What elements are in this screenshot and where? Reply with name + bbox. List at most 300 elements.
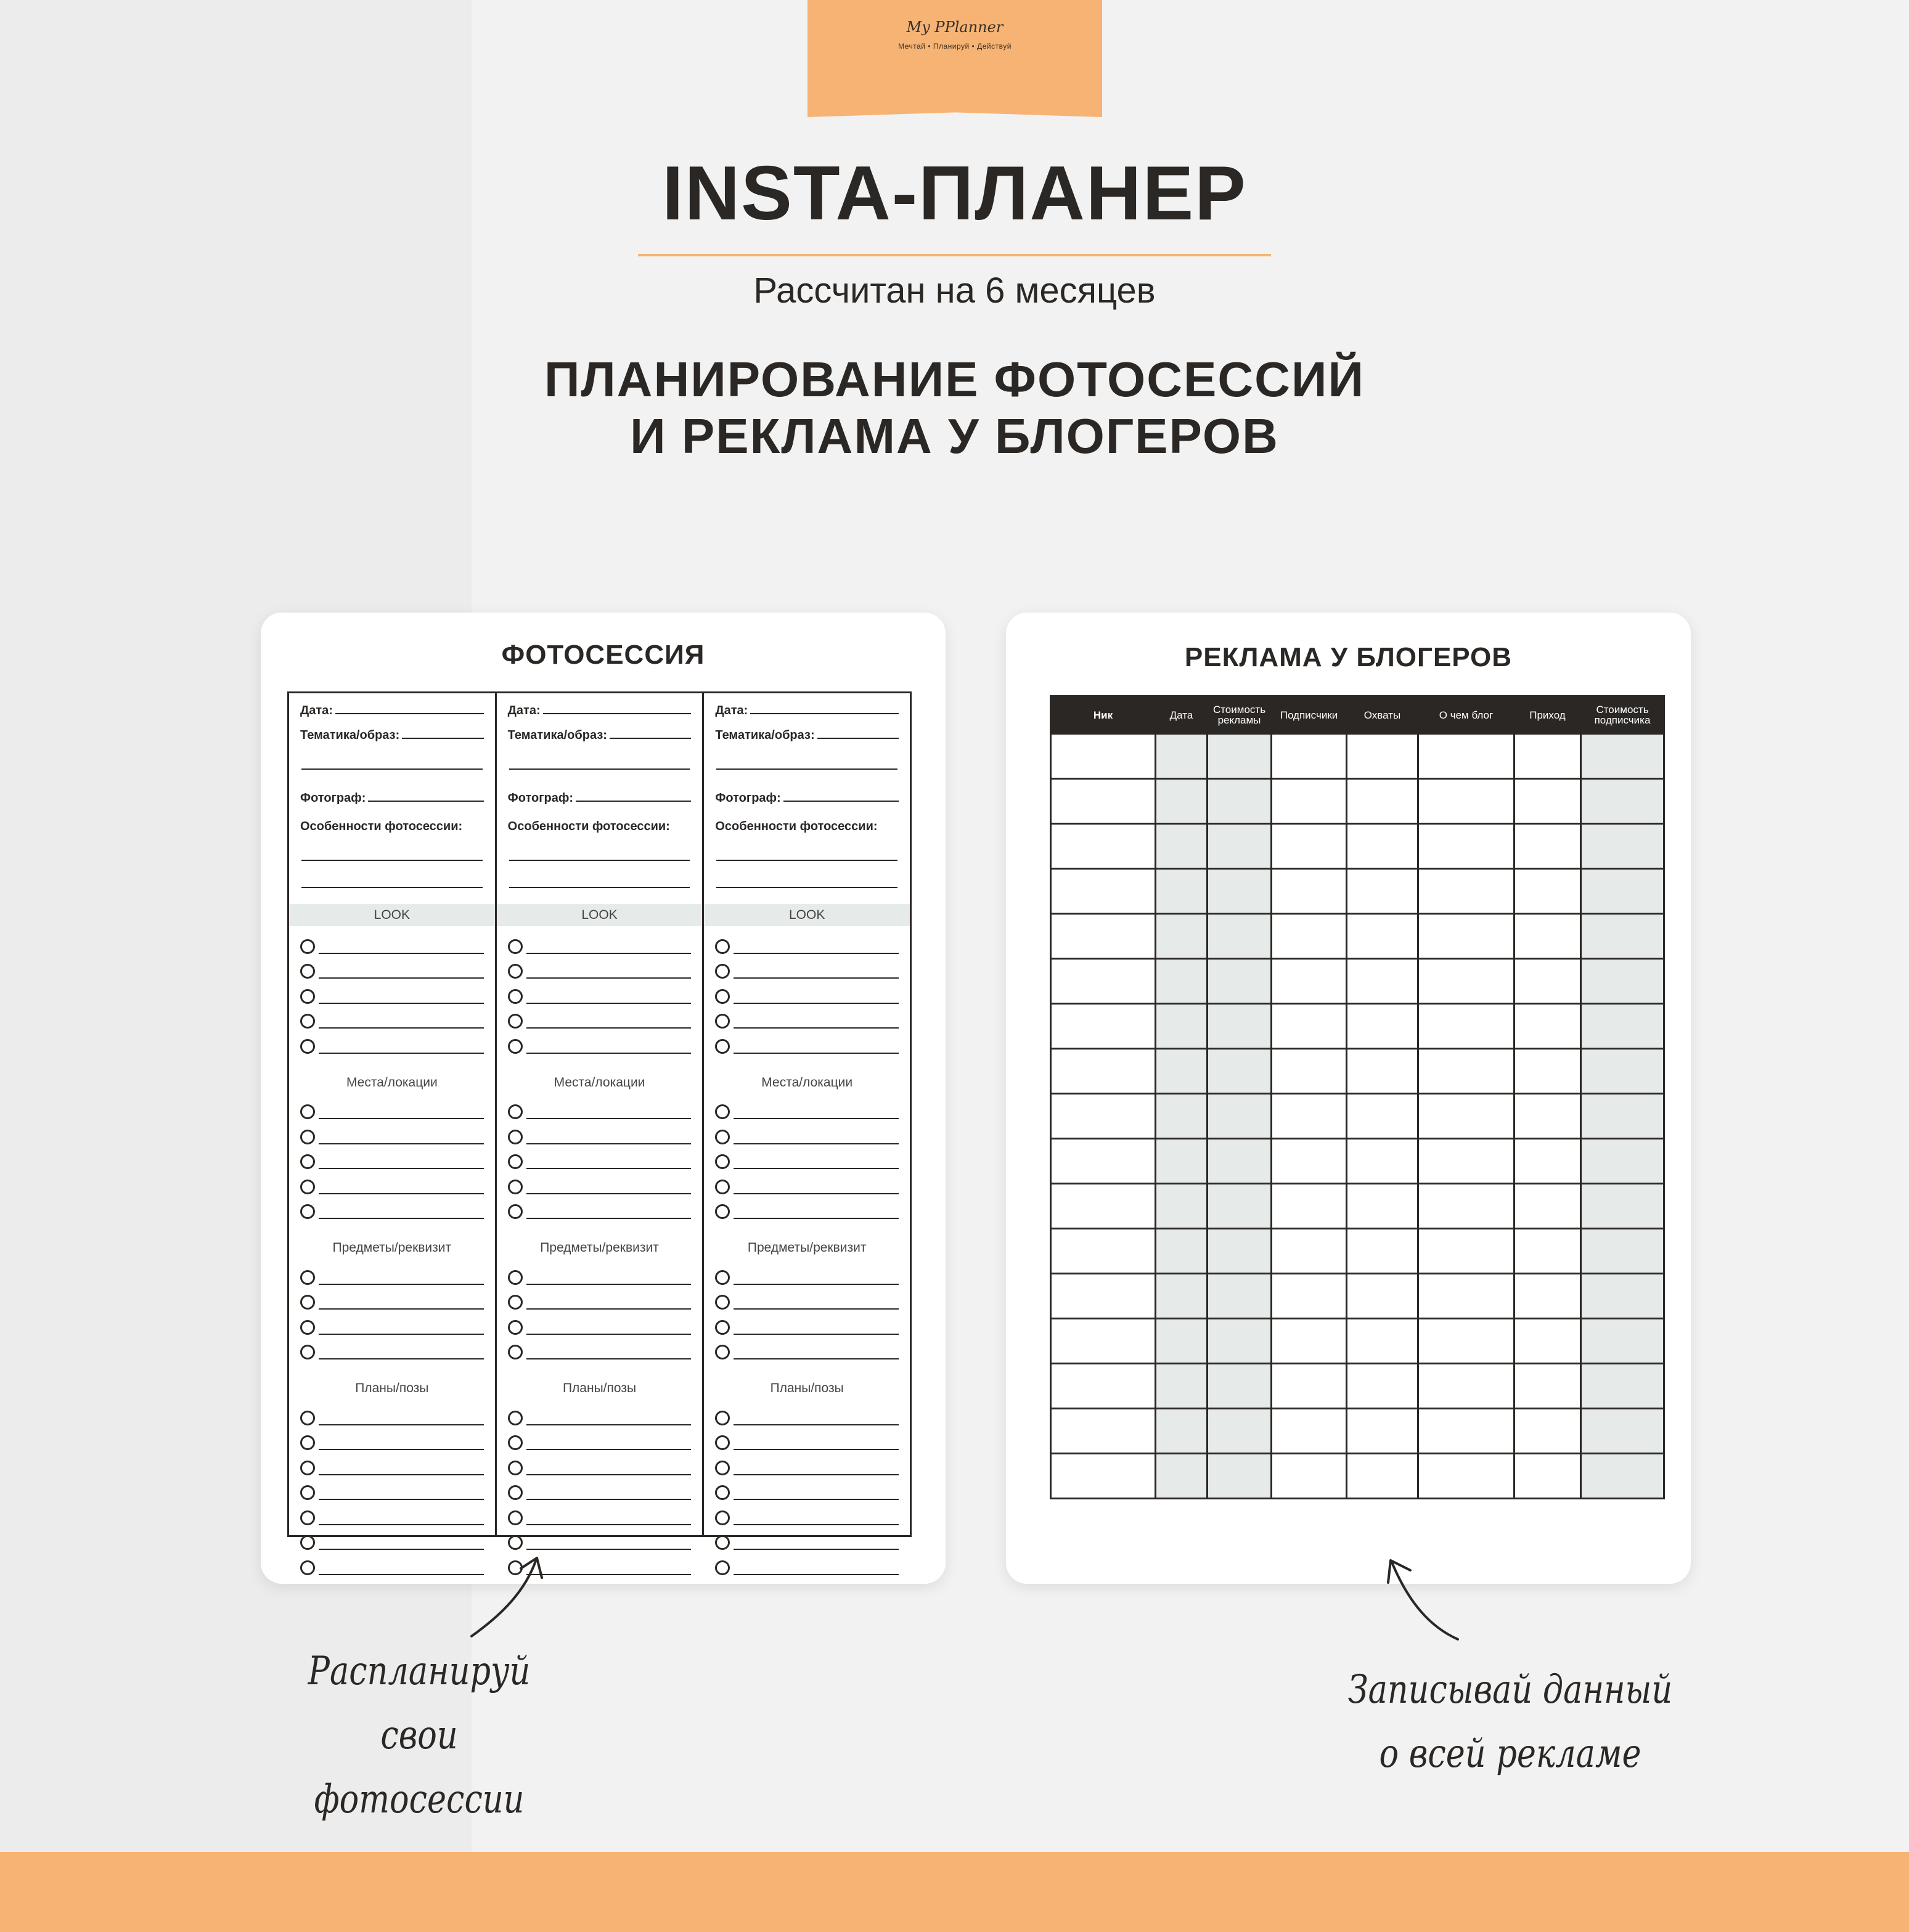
checkbox-circle-icon[interactable] — [300, 1560, 315, 1575]
write-line[interactable] — [368, 801, 483, 802]
ads-table-cell[interactable] — [1418, 1139, 1515, 1184]
ads-table-cell[interactable] — [1418, 1094, 1515, 1139]
ads-table-cell[interactable] — [1347, 1004, 1418, 1049]
ads-table-cell[interactable] — [1051, 914, 1156, 959]
ads-column-header: Охваты — [1347, 696, 1418, 734]
field-theme — [508, 718, 692, 743]
checkbox-circle-icon[interactable] — [300, 1039, 315, 1054]
write-line[interactable] — [526, 1143, 692, 1144]
ads-table-cell[interactable] — [1347, 734, 1418, 779]
write-line[interactable] — [817, 738, 899, 739]
ads-table-cell[interactable] — [1051, 824, 1156, 869]
ads-table-cell[interactable] — [1208, 1274, 1272, 1319]
write-line[interactable] — [319, 1193, 484, 1194]
checklist-item-look — [508, 1005, 692, 1030]
checkbox-circle-icon[interactable] — [715, 1510, 730, 1525]
checkbox-circle-icon[interactable] — [508, 964, 523, 979]
ads-table-cell[interactable] — [1347, 779, 1418, 824]
ads-table-cell[interactable] — [1156, 779, 1208, 824]
field-label-features: Особенности фотосессии: — [507, 820, 670, 833]
ads-table-cell[interactable] — [1581, 1229, 1664, 1274]
field-features — [300, 809, 484, 834]
write-line[interactable] — [319, 1143, 484, 1144]
ads-table-cell[interactable] — [1208, 1184, 1272, 1229]
ads-table-cell[interactable] — [1418, 959, 1515, 1004]
write-line[interactable] — [526, 1118, 692, 1119]
ads-table-cell[interactable] — [1347, 1319, 1418, 1364]
write-line[interactable] — [319, 1358, 484, 1359]
ads-table-cell[interactable] — [1156, 1139, 1208, 1184]
ads-table-cell[interactable] — [1051, 1454, 1156, 1499]
ads-table-cell[interactable] — [1418, 869, 1515, 914]
write-line[interactable] — [734, 1218, 899, 1219]
blank-line[interactable] — [716, 834, 897, 861]
checkbox-circle-icon[interactable] — [300, 1435, 315, 1450]
write-line[interactable] — [526, 1193, 692, 1194]
write-line[interactable] — [402, 738, 483, 739]
ads-table-cell[interactable] — [1515, 869, 1581, 914]
checklist-item-look — [715, 1030, 899, 1055]
ads-table-cell[interactable] — [1051, 1409, 1156, 1454]
checkbox-circle-icon[interactable] — [300, 1345, 315, 1359]
ads-table-cell[interactable] — [1272, 824, 1347, 869]
ads-table-cell[interactable] — [1156, 1454, 1208, 1499]
ads-table-cell[interactable] — [1515, 734, 1581, 779]
ads-table-cell[interactable] — [1418, 779, 1515, 824]
ads-table-cell[interactable] — [1272, 1454, 1347, 1499]
write-line[interactable] — [734, 1003, 899, 1004]
ads-table-cell[interactable] — [1418, 824, 1515, 869]
checkbox-circle-icon[interactable] — [300, 1204, 315, 1219]
checkbox-circle-icon[interactable] — [715, 989, 730, 1004]
checkbox-circle-icon[interactable] — [300, 1270, 315, 1285]
checkbox-circle-icon[interactable] — [300, 1411, 315, 1425]
write-line[interactable] — [526, 1334, 692, 1335]
checkbox-circle-icon[interactable] — [715, 1014, 730, 1029]
ads-table-cell[interactable] — [1156, 1364, 1208, 1409]
ads-table-cell[interactable] — [1515, 914, 1581, 959]
checkbox-circle-icon[interactable] — [508, 1014, 523, 1029]
blank-line[interactable] — [509, 834, 690, 861]
write-line[interactable] — [576, 801, 691, 802]
checkbox-circle-icon[interactable] — [508, 1180, 523, 1194]
checkbox-circle-icon[interactable] — [300, 1180, 315, 1194]
ads-table-cell[interactable] — [1581, 1139, 1664, 1184]
write-line[interactable] — [734, 1334, 899, 1335]
ads-table-cell[interactable] — [1051, 1319, 1156, 1364]
checkbox-circle-icon[interactable] — [508, 1411, 523, 1425]
checkbox-circle-icon[interactable] — [715, 1270, 730, 1285]
ads-table-cell[interactable] — [1581, 914, 1664, 959]
checkbox-circle-icon[interactable] — [300, 1154, 315, 1169]
ads-table-cell[interactable] — [1208, 914, 1272, 959]
ads-table-cell[interactable] — [1418, 1049, 1515, 1094]
ads-table-cell[interactable] — [1347, 1274, 1418, 1319]
ads-table-cell[interactable] — [1208, 1094, 1272, 1139]
write-line[interactable] — [783, 801, 899, 802]
ads-table-cell[interactable] — [1156, 1274, 1208, 1319]
write-line[interactable] — [319, 953, 484, 954]
ads-table-cell[interactable] — [1156, 1229, 1208, 1274]
note-right-line-2: о всей рекламе — [1379, 1731, 1641, 1777]
checkbox-circle-icon[interactable] — [508, 1204, 523, 1219]
write-line[interactable] — [734, 1524, 899, 1525]
checkbox-circle-icon[interactable] — [300, 1510, 315, 1525]
ads-table-cell[interactable] — [1156, 824, 1208, 869]
write-line[interactable] — [319, 1027, 484, 1029]
ads-table-cell[interactable] — [1581, 1454, 1664, 1499]
checkbox-circle-icon[interactable] — [715, 1345, 730, 1359]
ads-column-header: Приход — [1515, 696, 1581, 734]
checkbox-circle-icon[interactable] — [508, 1270, 523, 1285]
checkbox-circle-icon[interactable] — [508, 939, 523, 954]
ads-table-cell[interactable] — [1347, 1049, 1418, 1094]
checklist-item-look — [508, 980, 692, 1005]
write-line[interactable] — [319, 1284, 484, 1285]
ads-table-cell[interactable] — [1051, 1364, 1156, 1409]
ads-table-cell[interactable] — [1418, 1409, 1515, 1454]
field-theme — [715, 718, 899, 743]
write-line[interactable] — [526, 1308, 692, 1310]
ads-table-cell[interactable] — [1051, 779, 1156, 824]
blank-line[interactable] — [716, 861, 897, 888]
ads-table-cell[interactable] — [1156, 1004, 1208, 1049]
ads-table-cell[interactable] — [1418, 1454, 1515, 1499]
ads-table-cell[interactable] — [1581, 869, 1664, 914]
checkbox-circle-icon[interactable] — [508, 1345, 523, 1359]
checkbox-circle-icon[interactable] — [508, 1510, 523, 1525]
ads-table-cell[interactable] — [1347, 869, 1418, 914]
ads-table-cell[interactable] — [1272, 914, 1347, 959]
write-line[interactable] — [610, 738, 691, 739]
ads-table-cell[interactable] — [1156, 1319, 1208, 1364]
ads-table-cell[interactable] — [1515, 1454, 1581, 1499]
checkbox-circle-icon[interactable] — [508, 1104, 523, 1119]
checkbox-circle-icon[interactable] — [300, 1014, 315, 1029]
ads-table-cell[interactable] — [1581, 959, 1664, 1004]
ads-table-cell[interactable] — [1208, 734, 1272, 779]
write-line[interactable] — [319, 1308, 484, 1310]
write-line[interactable] — [734, 1308, 899, 1310]
ads-table-cell[interactable] — [1418, 1229, 1515, 1274]
checkbox-circle-icon[interactable] — [715, 1320, 730, 1335]
write-line[interactable] — [526, 1218, 692, 1219]
write-line[interactable] — [734, 1574, 899, 1575]
ads-table-cell[interactable] — [1156, 734, 1208, 779]
checkbox-circle-icon[interactable] — [715, 1039, 730, 1054]
ads-table-cell[interactable] — [1347, 1409, 1418, 1454]
ads-table-cell[interactable] — [1272, 1229, 1347, 1274]
ads-table-cell[interactable] — [1208, 1049, 1272, 1094]
ads-table-cell[interactable] — [1051, 1094, 1156, 1139]
checklist-item-places — [300, 1120, 484, 1146]
ads-table-cell[interactable] — [1208, 869, 1272, 914]
ads-table-cell[interactable] — [1208, 1004, 1272, 1049]
checkbox-circle-icon[interactable] — [508, 1461, 523, 1475]
ads-table-cell[interactable] — [1347, 1364, 1418, 1409]
write-line[interactable] — [526, 1499, 692, 1500]
ads-table-cell[interactable] — [1208, 1229, 1272, 1274]
ads-table-cell[interactable] — [1418, 914, 1515, 959]
ads-table-cell[interactable] — [1515, 1364, 1581, 1409]
ads-table-cell[interactable] — [1418, 1184, 1515, 1229]
write-line[interactable] — [526, 1003, 692, 1004]
ads-table-cell[interactable] — [1051, 1049, 1156, 1094]
checklist-item-look — [508, 930, 692, 955]
checkbox-circle-icon[interactable] — [715, 1204, 730, 1219]
bottom-accent-bar — [0, 1852, 1909, 1932]
write-line[interactable] — [734, 1193, 899, 1194]
write-line[interactable] — [526, 953, 692, 954]
photoshoot-column — [497, 693, 705, 1535]
ads-table-cell[interactable] — [1051, 1184, 1156, 1229]
ads-table-cell[interactable] — [1347, 824, 1418, 869]
write-line[interactable] — [526, 1053, 692, 1054]
write-line[interactable] — [734, 1449, 899, 1450]
checkbox-circle-icon[interactable] — [715, 1104, 730, 1119]
ads-table-cell[interactable] — [1272, 1049, 1347, 1094]
ads-table-cell[interactable] — [1051, 1139, 1156, 1184]
checklist-item-poses — [715, 1451, 899, 1477]
ads-table-cell[interactable] — [1208, 1454, 1272, 1499]
ads-table-cell[interactable] — [1272, 1184, 1347, 1229]
ads-table-cell[interactable] — [1272, 1409, 1347, 1454]
ads-table-cell[interactable] — [1156, 959, 1208, 1004]
ads-table-cell[interactable] — [1208, 1139, 1272, 1184]
ads-table-cell[interactable] — [1515, 1274, 1581, 1319]
ads-table-cell[interactable] — [1208, 779, 1272, 824]
write-line[interactable] — [526, 1524, 692, 1525]
write-line[interactable] — [319, 1118, 484, 1119]
ads-table-cell[interactable] — [1272, 959, 1347, 1004]
write-line[interactable] — [319, 1499, 484, 1500]
ads-table-cell[interactable] — [1347, 914, 1418, 959]
ads-table-cell[interactable] — [1156, 1049, 1208, 1094]
ads-table-cell[interactable] — [1347, 1139, 1418, 1184]
blank-line[interactable] — [509, 861, 690, 888]
write-line[interactable] — [526, 1358, 692, 1359]
blank-line[interactable] — [301, 743, 483, 770]
ads-table-cell[interactable] — [1156, 869, 1208, 914]
ads-table-cell[interactable] — [1272, 734, 1347, 779]
ads-table-cell[interactable] — [1156, 914, 1208, 959]
ads-table-cell[interactable] — [1581, 1004, 1664, 1049]
write-line[interactable] — [526, 1284, 692, 1285]
ads-table-cell[interactable] — [1515, 959, 1581, 1004]
checkbox-circle-icon[interactable] — [300, 1485, 315, 1500]
ads-table-cell[interactable] — [1515, 1409, 1581, 1454]
write-line[interactable] — [734, 1474, 899, 1475]
ads-table-cell[interactable] — [1051, 1229, 1156, 1274]
write-line[interactable] — [319, 1334, 484, 1335]
ads-table-cell[interactable] — [1581, 1094, 1664, 1139]
checkbox-circle-icon[interactable] — [715, 1411, 730, 1425]
ads-table-cell[interactable] — [1156, 1094, 1208, 1139]
ads-table-cell[interactable] — [1208, 1319, 1272, 1364]
ads-table-cell[interactable] — [1581, 1274, 1664, 1319]
write-line[interactable] — [319, 1218, 484, 1219]
checklist-item-places — [508, 1096, 692, 1121]
write-line[interactable] — [335, 713, 484, 714]
checkbox-circle-icon[interactable] — [715, 1560, 730, 1575]
ads-table-cell[interactable] — [1051, 734, 1156, 779]
checkbox-circle-icon[interactable] — [300, 1130, 315, 1144]
checkbox-circle-icon[interactable] — [715, 1130, 730, 1144]
checklist-item-poses — [300, 1427, 484, 1452]
write-line[interactable] — [734, 1424, 899, 1425]
write-line[interactable] — [526, 1168, 692, 1169]
checkbox-circle-icon[interactable] — [508, 1130, 523, 1144]
ads-table-cell[interactable] — [1515, 1094, 1581, 1139]
write-line[interactable] — [319, 1449, 484, 1450]
write-line[interactable] — [734, 1143, 899, 1144]
checkbox-circle-icon[interactable] — [715, 939, 730, 954]
write-line[interactable] — [734, 1284, 899, 1285]
ads-table-cell[interactable] — [1347, 1454, 1418, 1499]
checklist-item-poses — [508, 1501, 692, 1526]
write-line[interactable] — [734, 1549, 899, 1550]
checkbox-circle-icon[interactable] — [300, 989, 315, 1004]
ads-table-cell[interactable] — [1515, 1139, 1581, 1184]
ads-table-cell[interactable] — [1581, 1319, 1664, 1364]
checkbox-circle-icon[interactable] — [715, 1295, 730, 1310]
write-line[interactable] — [734, 1053, 899, 1054]
write-line[interactable] — [319, 1524, 484, 1525]
write-line[interactable] — [526, 1474, 692, 1475]
ads-table-cell[interactable] — [1051, 1274, 1156, 1319]
checkbox-circle-icon[interactable] — [715, 1435, 730, 1450]
checkbox-circle-icon[interactable] — [300, 1104, 315, 1119]
ads-table-cell[interactable] — [1515, 1049, 1581, 1094]
write-line[interactable] — [319, 1424, 484, 1425]
ads-table-cell[interactable] — [1418, 1319, 1515, 1364]
ads-table-cell[interactable] — [1272, 1274, 1347, 1319]
field-label-features: Особенности фотосессии: — [715, 820, 878, 833]
blank-line[interactable] — [509, 743, 690, 770]
ads-table-cell[interactable] — [1272, 1004, 1347, 1049]
ads-table-cell[interactable] — [1581, 734, 1664, 779]
ads-table-cell[interactable] — [1515, 1184, 1581, 1229]
checkbox-circle-icon[interactable] — [508, 1154, 523, 1169]
checkbox-circle-icon[interactable] — [508, 1435, 523, 1450]
ads-table-cell[interactable] — [1515, 1319, 1581, 1364]
checkbox-circle-icon[interactable] — [715, 1180, 730, 1194]
ads-table-cell[interactable] — [1208, 1409, 1272, 1454]
write-line[interactable] — [543, 713, 692, 714]
section-props: Предметы/реквизит — [747, 1241, 867, 1255]
ads-table-cell[interactable] — [1347, 1229, 1418, 1274]
ads-table-cell[interactable] — [1272, 869, 1347, 914]
checkbox-circle-icon[interactable] — [300, 1320, 315, 1335]
checkbox-circle-icon[interactable] — [508, 1039, 523, 1054]
write-line[interactable] — [319, 977, 484, 979]
checkbox-circle-icon[interactable] — [300, 964, 315, 979]
blank-line[interactable] — [301, 861, 483, 888]
ads-table-cell[interactable] — [1347, 1094, 1418, 1139]
ads-table-cell[interactable] — [1272, 779, 1347, 824]
ads-table-cell[interactable] — [1208, 824, 1272, 869]
ads-table-cell[interactable] — [1581, 1409, 1664, 1454]
ads-table-cell[interactable] — [1208, 1364, 1272, 1409]
ads-table-cell[interactable] — [1581, 1364, 1664, 1409]
ads-table-cell[interactable] — [1418, 1274, 1515, 1319]
checkbox-circle-icon[interactable] — [300, 1461, 315, 1475]
checklist-item-places — [715, 1196, 899, 1221]
ads-table-cell[interactable] — [1581, 1184, 1664, 1229]
ads-table-cell[interactable] — [1208, 959, 1272, 1004]
write-line[interactable] — [319, 1474, 484, 1475]
ads-table-cell[interactable] — [1156, 1409, 1208, 1454]
checkbox-circle-icon[interactable] — [508, 1295, 523, 1310]
ads-table-cell[interactable] — [1347, 959, 1418, 1004]
ads-table-cell[interactable] — [1515, 1004, 1581, 1049]
checkbox-circle-icon[interactable] — [715, 1485, 730, 1500]
write-line[interactable] — [734, 977, 899, 979]
ads-table-cell[interactable] — [1051, 869, 1156, 914]
checkbox-circle-icon[interactable] — [508, 1485, 523, 1500]
checklist-item-look — [715, 1005, 899, 1030]
ads-table-cell[interactable] — [1515, 824, 1581, 869]
checkbox-circle-icon[interactable] — [300, 1535, 315, 1550]
ads-table-cell[interactable] — [1418, 1004, 1515, 1049]
checkbox-circle-icon[interactable] — [715, 964, 730, 979]
checkbox-circle-icon[interactable] — [715, 1535, 730, 1550]
write-line[interactable] — [734, 1168, 899, 1169]
ads-table-cell[interactable] — [1272, 1319, 1347, 1364]
checkbox-circle-icon[interactable] — [300, 1295, 315, 1310]
ads-table-cell[interactable] — [1418, 1364, 1515, 1409]
blank-line[interactable] — [716, 743, 897, 770]
ads-table-cell[interactable] — [1581, 779, 1664, 824]
write-line[interactable] — [319, 1168, 484, 1169]
write-line[interactable] — [526, 977, 692, 979]
ads-table-cell[interactable] — [1051, 959, 1156, 1004]
ads-table-cell[interactable] — [1418, 734, 1515, 779]
write-line[interactable] — [750, 713, 899, 714]
ads-table-cell[interactable] — [1156, 1184, 1208, 1229]
write-line[interactable] — [734, 1358, 899, 1359]
checkbox-circle-icon[interactable] — [508, 1320, 523, 1335]
checklist-item-places — [300, 1196, 484, 1221]
checkbox-circle-icon[interactable] — [300, 939, 315, 954]
note-right-line-1: Записывай данный — [1347, 1667, 1673, 1713]
ads-table-row — [1051, 1229, 1664, 1274]
write-line[interactable] — [526, 1027, 692, 1029]
write-line[interactable] — [526, 1424, 692, 1425]
ads-table-cell[interactable] — [1347, 1184, 1418, 1229]
ads-table-cell[interactable] — [1581, 1049, 1664, 1094]
checkbox-circle-icon[interactable] — [508, 989, 523, 1004]
checkbox-circle-icon[interactable] — [715, 1154, 730, 1169]
ads-table-cell[interactable] — [1272, 1364, 1347, 1409]
write-line[interactable] — [319, 1053, 484, 1054]
write-line[interactable] — [734, 1118, 899, 1119]
checkbox-circle-icon[interactable] — [715, 1461, 730, 1475]
write-line[interactable] — [319, 1003, 484, 1004]
ads-table-cell[interactable] — [1272, 1139, 1347, 1184]
write-line[interactable] — [526, 1449, 692, 1450]
write-line[interactable] — [734, 1499, 899, 1500]
ads-table-cell[interactable] — [1515, 779, 1581, 824]
ads-table-cell[interactable] — [1051, 1004, 1156, 1049]
ads-table-cell[interactable] — [1515, 1229, 1581, 1274]
ads-table-row — [1051, 914, 1664, 959]
blank-line[interactable] — [301, 834, 483, 861]
write-line[interactable] — [734, 1027, 899, 1029]
write-line[interactable] — [734, 953, 899, 954]
ads-table-cell[interactable] — [1581, 824, 1664, 869]
ads-table-cell[interactable] — [1272, 1094, 1347, 1139]
